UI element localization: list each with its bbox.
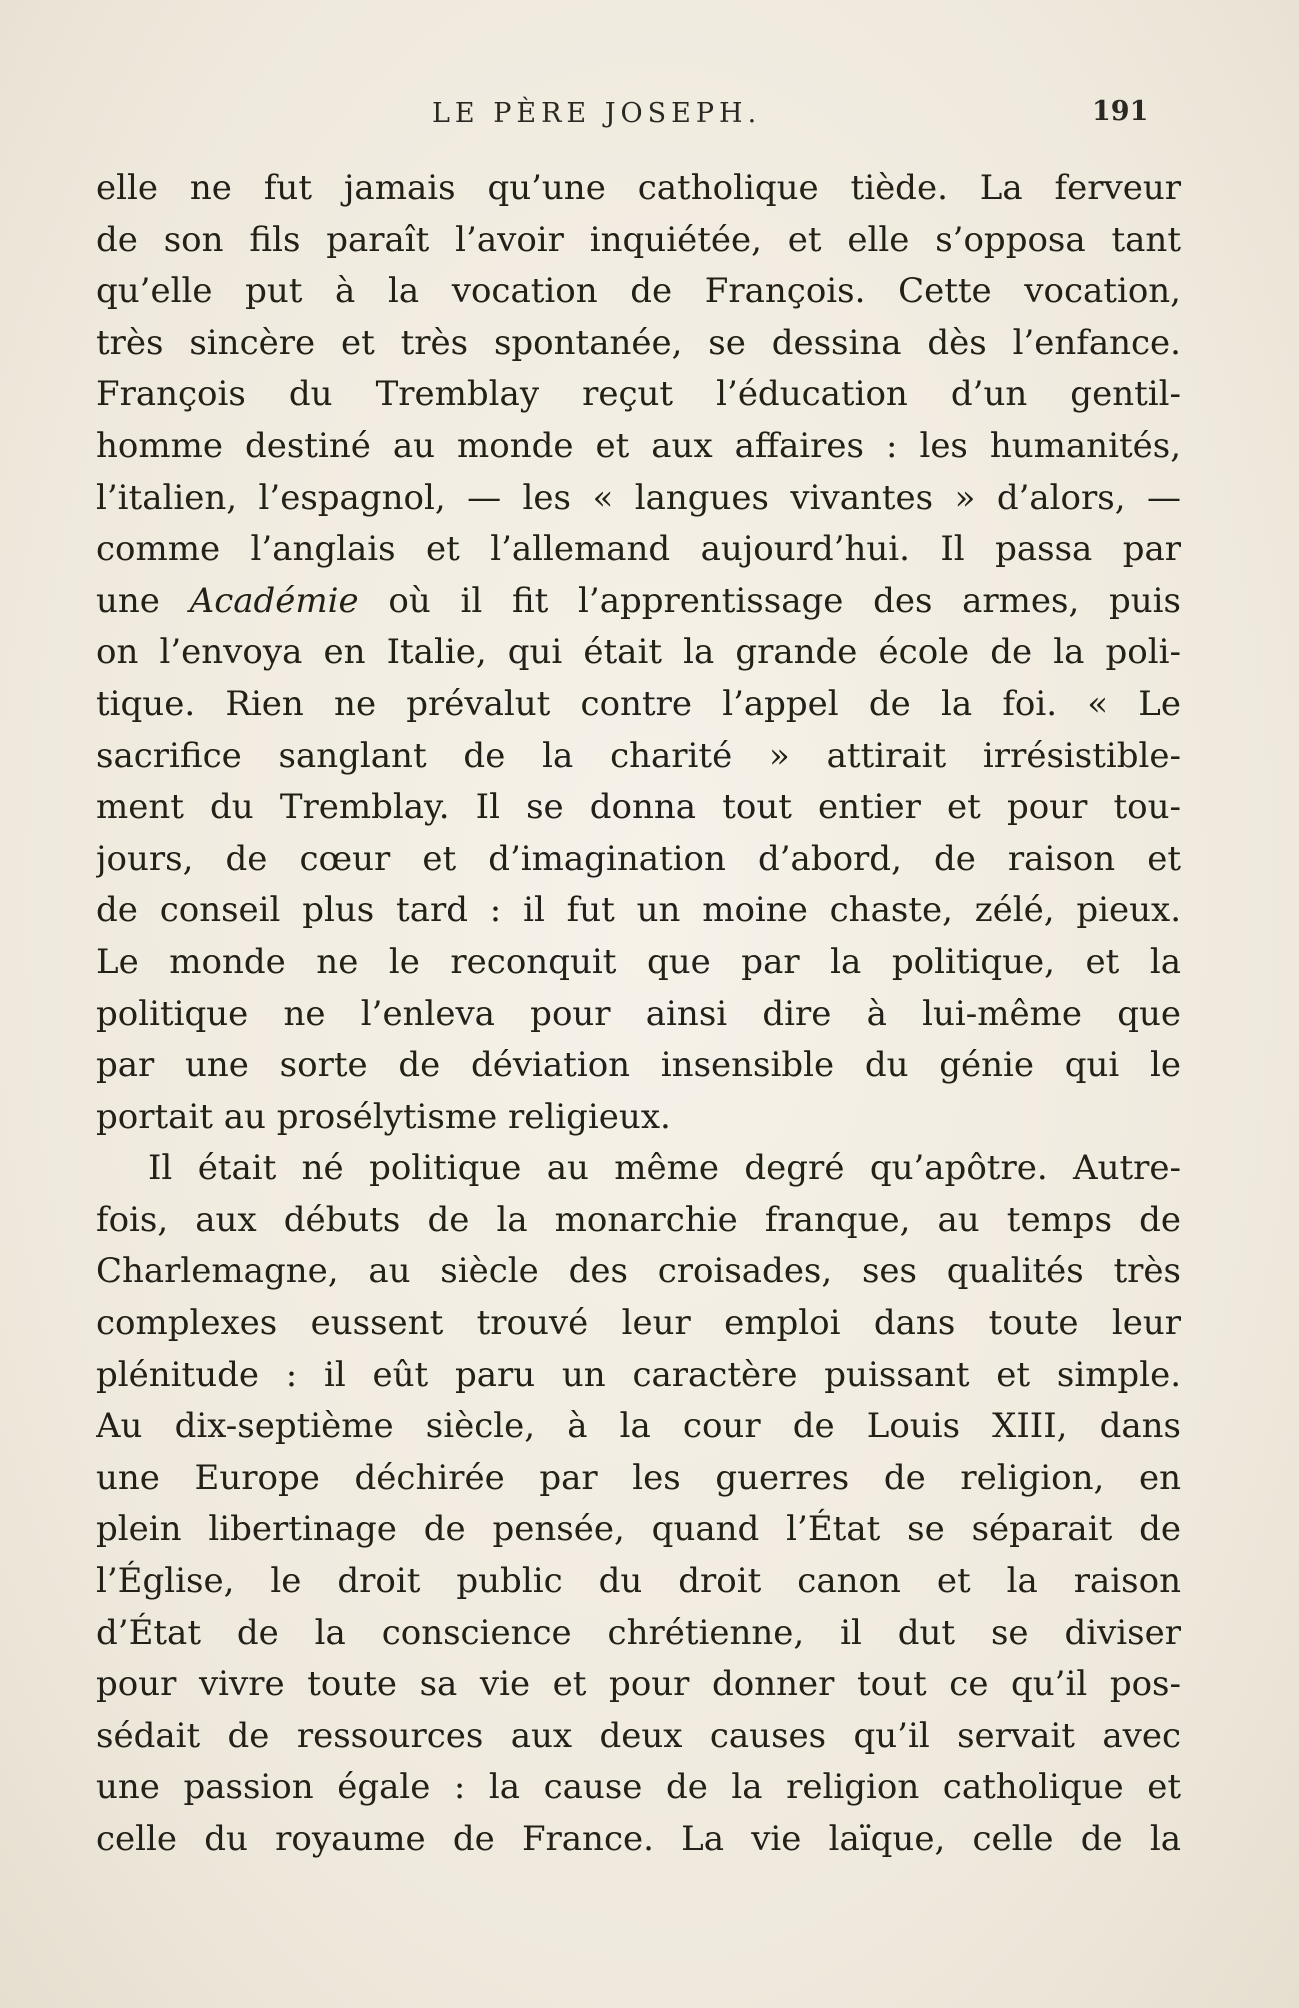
text-line: une passion égale : la cause de la religion catholique et <box>96 1767 1181 1808</box>
text-line: elle ne fut jamais qu’une catholique tiède. La ferveur <box>96 168 1181 208</box>
text-run: une <box>96 580 190 621</box>
text-line: ment du Tremblay. Il se donna tout entier et pour tou- <box>96 787 1181 828</box>
text-line: l’Église, le droit public du droit canon et la raison <box>96 1561 1181 1602</box>
text-line: comme l’anglais et l’allemand aujourd’hui. Il passa par <box>96 529 1181 570</box>
text-line: on l’envoya en Italie, qui était la grande école de la poli- <box>96 632 1181 673</box>
text-line: jours, de cœur et d’imagination d’abord, de raison et <box>96 838 1181 879</box>
text-line: pour vivre toute sa vie et pour donner tout ce qu’il pos- <box>96 1664 1181 1705</box>
text-line: sacrifice sanglant de la charité » attirait irrésistible- <box>96 735 1181 776</box>
text-line: portait au prosélytisme religieux. <box>96 1096 671 1137</box>
running-title: LE PÈRE JOSEPH. <box>432 98 762 129</box>
text-run: où il fit l’apprentissage des armes, puis <box>358 580 1181 621</box>
text-line: par une sorte de déviation insensible du génie qui le <box>96 1045 1181 1086</box>
text-line: sédait de ressources aux deux causes qu’il servait avec <box>96 1715 1181 1756</box>
text-line: complexes eussent trouvé leur emploi dans toute leur <box>96 1303 1181 1344</box>
text-line: politique ne l’enleva pour ainsi dire à lui-même que <box>96 993 1181 1034</box>
text-line: plénitude : il eût paru un caractère puissant et simple. <box>96 1354 1181 1395</box>
text-line: d’État de la conscience chrétienne, il dut se diviser <box>96 1612 1181 1653</box>
text-line: qu’elle put à la vocation de François. Cette vocation, <box>96 271 1181 312</box>
text-line: tique. Rien ne prévalut contre l’appel de la foi. « Le <box>96 683 1181 724</box>
text-line: l’italien, l’espagnol, — les « langues vivantes » d’alors, — <box>96 477 1181 518</box>
text-line: celle du royaume de France. La vie laïque, celle de la <box>96 1819 1181 1859</box>
text-line: Il était né politique au même degré qu’apôtre. Autre- <box>148 1148 1181 1189</box>
text-line: François du Tremblay reçut l’éducation d’un gentil- <box>96 374 1181 415</box>
text-line: une Europe déchirée par les guerres de religion, en <box>96 1457 1181 1498</box>
body-text <box>96 163 1181 1866</box>
page-number: 191 <box>1092 96 1149 127</box>
paragraph <box>96 163 1181 1143</box>
text-line <box>96 576 1181 628</box>
running-head <box>0 98 1299 138</box>
text-line: plein libertinage de pensée, quand l’État se séparait de <box>96 1509 1181 1550</box>
text-line: de conseil plus tard : il fut un moine chaste, zélé, pieux. <box>96 890 1181 931</box>
text-line: très sincère et très spontanée, se dessina dès l’enfance. <box>96 322 1181 363</box>
paragraph <box>96 1143 1181 1865</box>
italic-term: Académie <box>189 580 359 621</box>
text-line: homme destiné au monde et aux affaires : les humanités, <box>96 425 1181 466</box>
text-line: Le monde ne le reconquit que par la politique, et la <box>96 941 1181 982</box>
text-line: de son fils paraît l’avoir inquiétée, et elle s’opposa tant <box>96 219 1181 260</box>
text-line: Charlemagne, au siècle des croisades, ses qualités très <box>96 1251 1181 1292</box>
text-line: fois, aux débuts de la monarchie franque, au temps de <box>96 1199 1181 1240</box>
text-line: Au dix-septième siècle, à la cour de Louis XIII, dans <box>96 1406 1181 1447</box>
